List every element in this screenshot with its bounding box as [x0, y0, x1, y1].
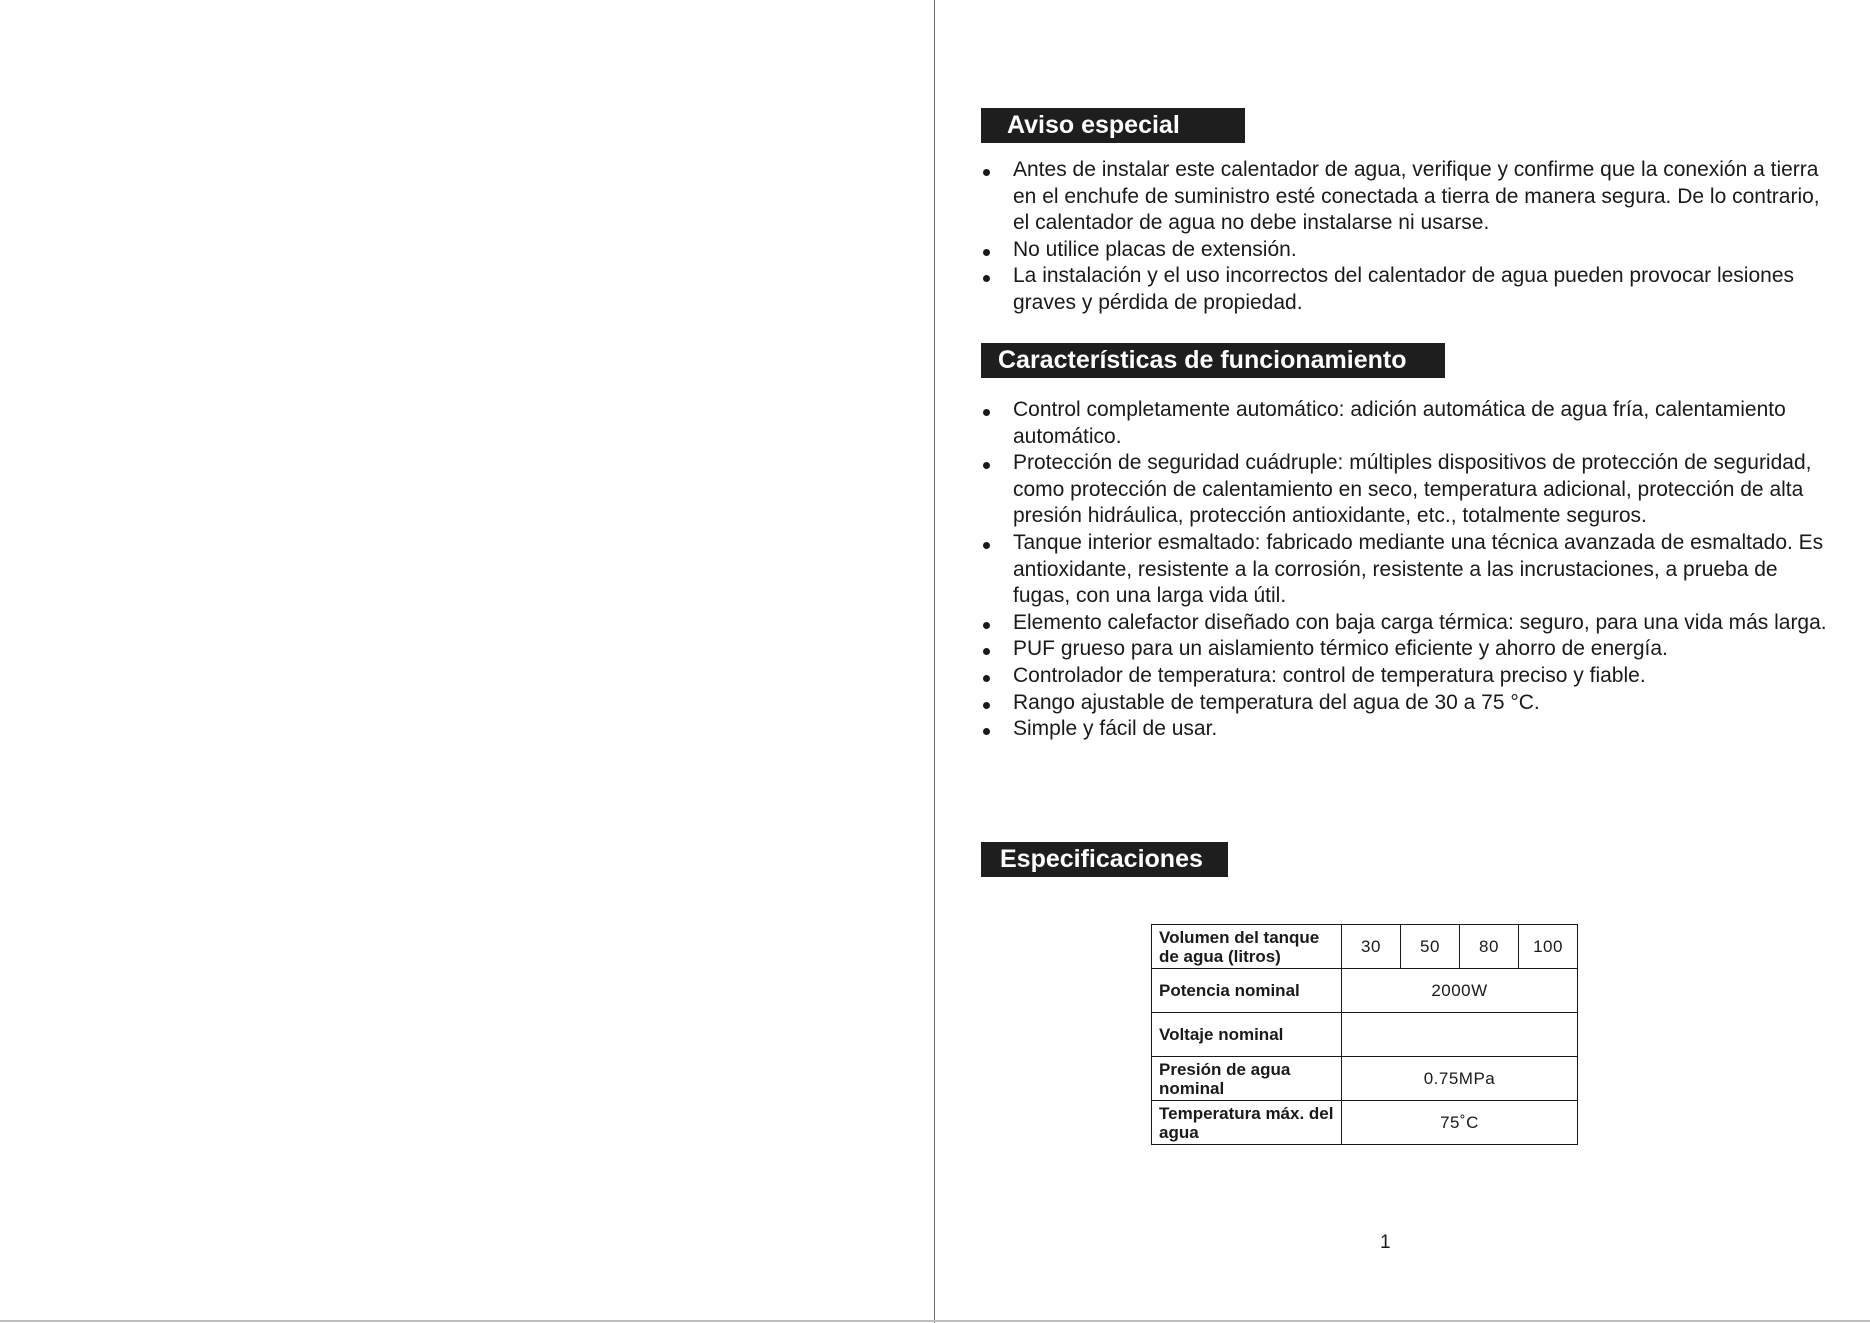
page-fold-divider — [934, 0, 935, 1323]
notice-list — [981, 157, 1831, 317]
section-heading-features: Características de funcionamiento — [981, 343, 1445, 378]
list-item: Tanque interior esmaltado: fabricado mediante una técnica avanzada de esmaltado. Es antioxidante, resistente a la corrosión, resistente a las incrustaciones, a prueba de fugas, con una larga vida útil. — [981, 530, 1831, 610]
volume-value: 50 — [1401, 925, 1460, 969]
table-row — [1152, 925, 1578, 969]
list-item: PUF grueso para un aislamiento térmico eficiente y ahorro de energía. — [981, 636, 1831, 663]
volume-value: 100 — [1519, 925, 1578, 969]
volume-label: Volumen del tanque de agua (litros) — [1152, 925, 1342, 969]
power-value: 2000W — [1342, 969, 1578, 1013]
list-item: Protección de seguridad cuádruple: múltiples dispositivos de protección de seguridad, como protección de calentamiento en seco, temperatura adicional, protección de alta presión hidráulica, protección antioxidante, etc., totalmente seguros. — [981, 450, 1831, 530]
list-item: Rango ajustable de temperatura del agua de 30 a 75 °C. — [981, 690, 1831, 717]
table-row — [1152, 1101, 1578, 1145]
manual-page — [981, 0, 1831, 1323]
table-row — [1152, 1057, 1578, 1101]
page-number: 1 — [1380, 1232, 1391, 1253]
pressure-value: 0.75MPa — [1342, 1057, 1578, 1101]
list-item: No utilice placas de extensión. — [981, 237, 1831, 264]
list-item: Controlador de temperatura: control de temperatura preciso y fiable. — [981, 663, 1831, 690]
temperature-value: 75˚C — [1342, 1101, 1578, 1145]
list-item: La instalación y el uso incorrectos del calentador de agua pueden provocar lesiones graves y pérdida de propiedad. — [981, 263, 1831, 316]
voltage-value — [1342, 1013, 1578, 1057]
table-row — [1152, 969, 1578, 1013]
volume-value: 80 — [1460, 925, 1519, 969]
power-label: Potencia nominal — [1152, 969, 1342, 1013]
volume-value: 30 — [1342, 925, 1401, 969]
list-item: Antes de instalar este calentador de agua, verifique y confirme que la conexión a tierra en el enchufe de suministro esté conectada a tierra de manera segura. De lo contrario, el calentador de agua no debe instalarse ni usarse. — [981, 157, 1831, 237]
table-row — [1152, 1013, 1578, 1057]
list-item: Elemento calefactor diseñado con baja carga térmica: seguro, para una vida más larga. — [981, 610, 1831, 637]
list-item: Control completamente automático: adición automática de agua fría, calentamiento automático. — [981, 397, 1831, 450]
spec-table — [1151, 924, 1578, 1145]
features-list — [981, 397, 1831, 743]
temperature-label: Temperatura máx. del agua — [1152, 1101, 1342, 1145]
section-heading-specs: Especificaciones — [981, 842, 1228, 877]
pressure-label: Presión de agua nominal — [1152, 1057, 1342, 1101]
section-heading-notice: Aviso especial — [981, 108, 1245, 143]
list-item: Simple y fácil de usar. — [981, 716, 1831, 743]
voltage-label: Voltaje nominal — [1152, 1013, 1342, 1057]
